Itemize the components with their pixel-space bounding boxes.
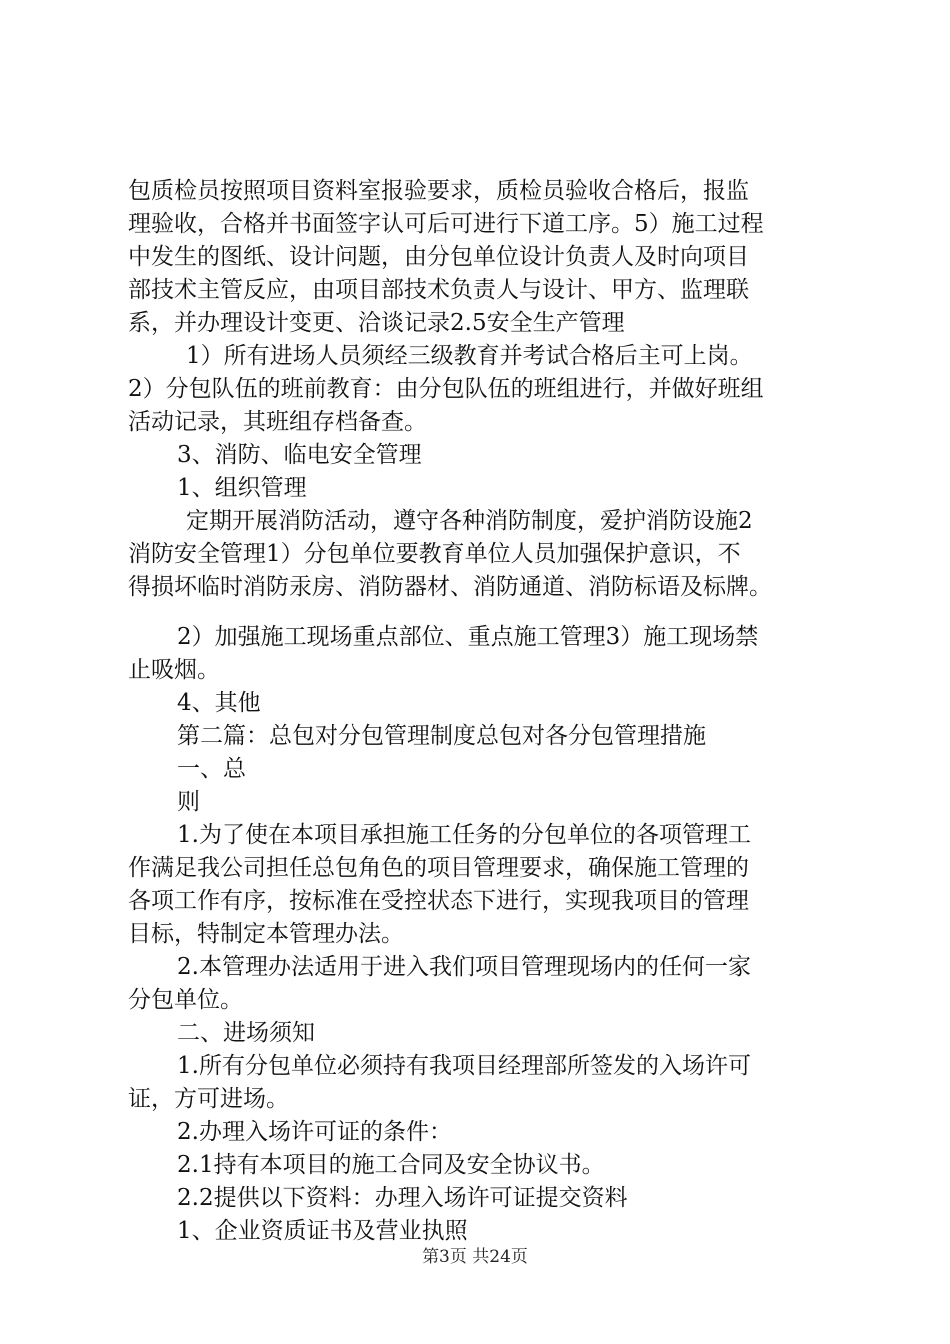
- body-line: 活动记录，其班组存档备查。: [128, 409, 427, 435]
- body-line: 3、消防、临电安全管理: [177, 442, 422, 468]
- body-line: 得损坏临时消防汞房、消防器材、消防通道、消防标语及标牌。: [128, 574, 772, 600]
- body-line: 中发生的图纸、设计问题，由分包单位设计负责人及时向项目: [128, 244, 749, 270]
- body-line: 2.1持有本项目的施工合同及安全协议书。: [177, 1152, 605, 1178]
- body-line: 止吸烟。: [128, 657, 220, 683]
- body-line: 目标，特制定本管理办法。: [128, 921, 404, 947]
- body-line: 证，方可进场。: [128, 1086, 289, 1112]
- body-line: 消防安全管理1）分包单位要教育单位人员加强保护意识，不: [128, 541, 741, 567]
- body-line: 1）所有进场人员须经三级教育并考试合格后主可上岗。: [186, 343, 753, 369]
- body-line: 一、总: [177, 756, 246, 782]
- body-line: 1、组织管理: [177, 475, 307, 501]
- body-line: 2.2提供以下资料：办理入场许可证提交资料: [177, 1185, 628, 1211]
- body-line: 作满足我公司担任总包角色的项目管理要求，确保施工管理的: [128, 855, 749, 881]
- body-line: 则: [177, 789, 200, 815]
- body-line: 系，并办理设计变更、洽谈记录2.5安全生产管理: [128, 310, 625, 336]
- body-line: 1、企业资质证书及营业执照: [177, 1218, 468, 1244]
- page-number: 第3页 共24页: [422, 1247, 528, 1267]
- body-line: 2）分包队伍的班前教育：由分包队伍的班组进行，并做好班组: [128, 376, 764, 402]
- body-line: 各项工作有序，按标准在受控状态下进行，实现我项目的管理: [128, 888, 749, 914]
- section-heading: 第二篇：总包对分包管理制度总包对各分包管理措施: [177, 723, 706, 749]
- body-line: 分包单位。: [128, 987, 243, 1013]
- body-line: 1.所有分包单位必须持有我项目经理部所签发的入场许可: [177, 1053, 751, 1079]
- body-line: 4、其他: [177, 690, 261, 716]
- body-line: 部技术主管反应，由项目部技术负责人与设计、甲方、监理联: [128, 277, 749, 303]
- body-line: 2.办理入场许可证的条件：: [177, 1119, 452, 1145]
- body-line: 2）加强施工现场重点部位、重点施工管理3）施工现场禁: [177, 624, 759, 650]
- body-line: 二、进场须知: [177, 1020, 315, 1046]
- body-line: 1.为了使在本项目承担施工任务的分包单位的各项管理工: [177, 822, 751, 848]
- body-line: 2.本管理办法适用于进入我们项目管理现场内的任何一家: [177, 954, 751, 980]
- body-line: 理验收，合格并书面签字认可后可进行下道工序。5）施工过程: [128, 211, 764, 237]
- body-line: 定期开展消防活动，遵守各种消防制度，爱护消防设施2: [186, 508, 753, 534]
- body-line: 包质检员按照项目资料室报验要求，质检员验收合格后，报监: [128, 178, 749, 204]
